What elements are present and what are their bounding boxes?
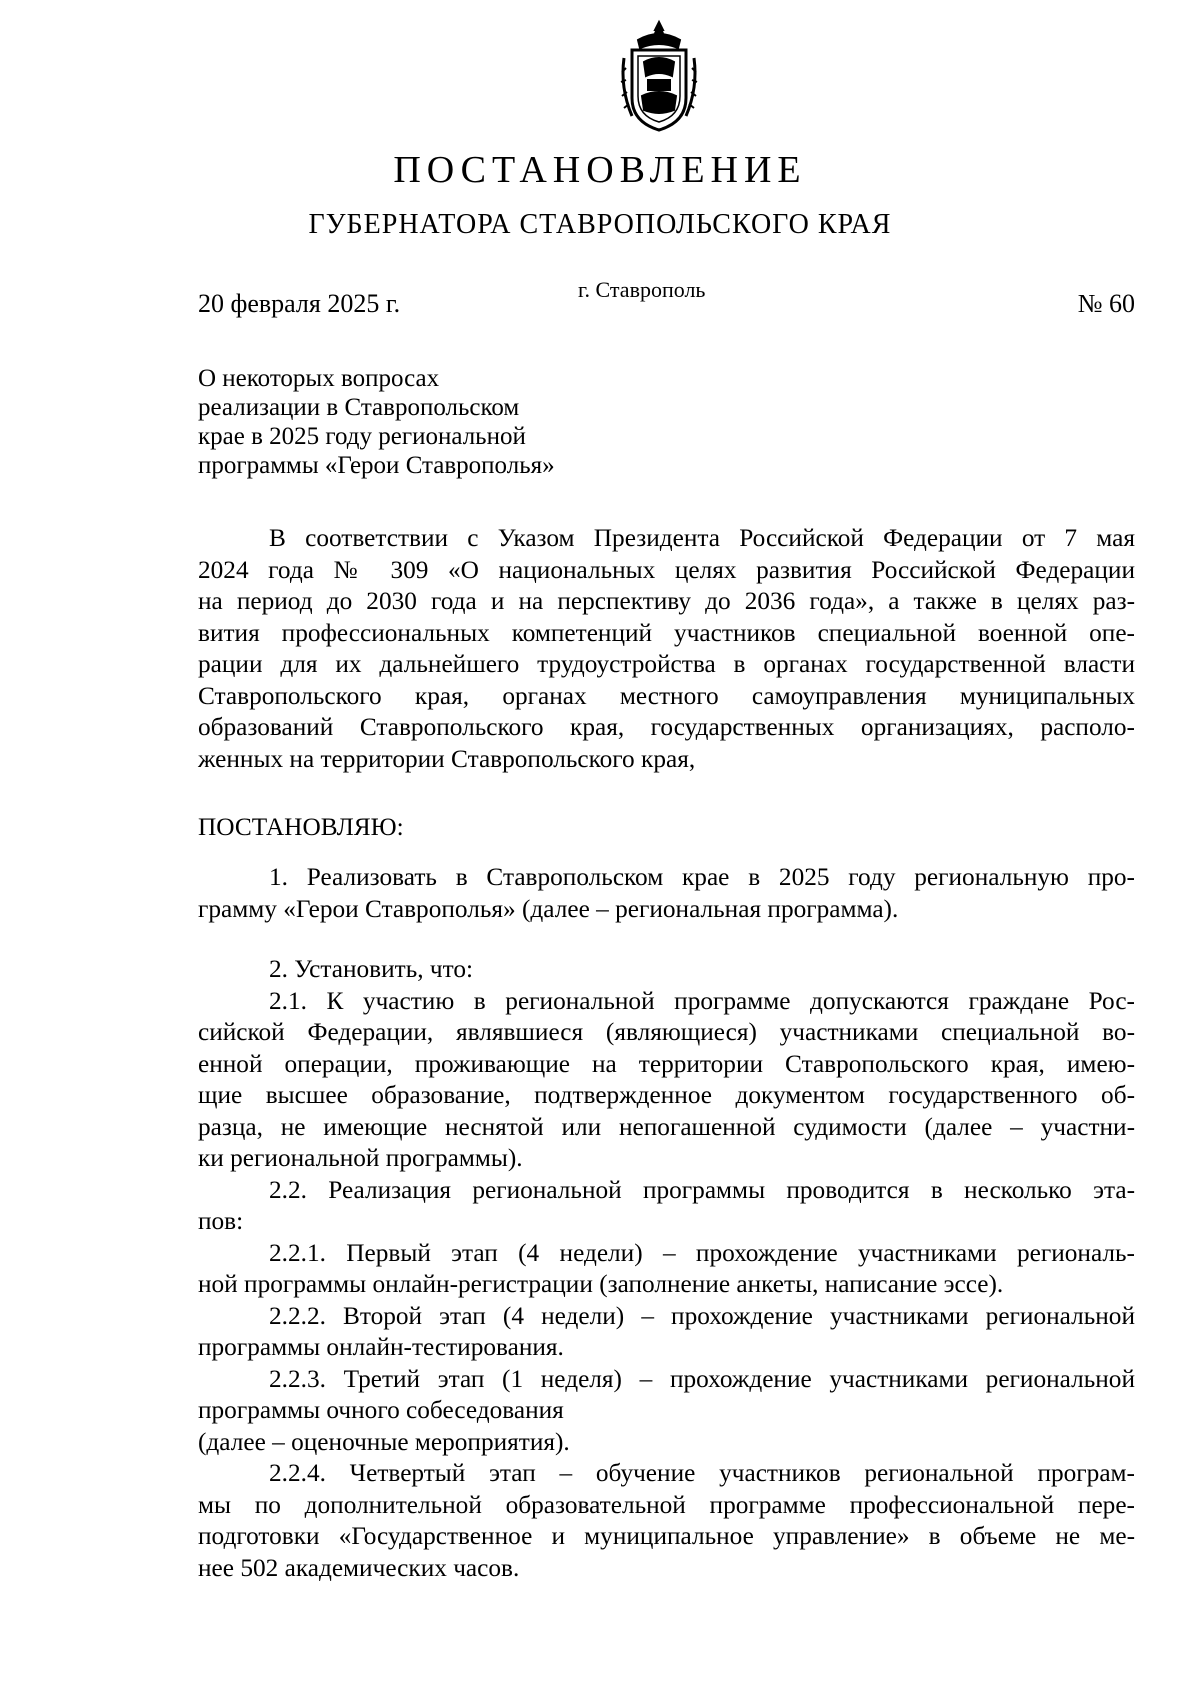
document-date: 20 февраля 2025 г. — [198, 289, 401, 318]
preamble-line: на период до 2030 года и на перспективу до 2036 года», а также в целях раз- — [198, 587, 1135, 615]
decree-line: ПОСТАНОВЛЯЮ: — [198, 813, 404, 841]
preamble-line: образований Ставропольского края, государственных организациях, располо- — [198, 713, 1135, 741]
item-line: сийской Федерации, являвшиеся (являющиеся) участниками специальной во- — [198, 1018, 1135, 1046]
preamble-line: рации для их дальнейшего трудоустройства в органах государственной власти — [198, 650, 1135, 678]
item-line: енной операции, проживающие на территории Ставропольского края, имею- — [198, 1049, 1135, 1078]
item-line: грамму «Герои Ставрополья» (далее – региональная программа). — [198, 894, 899, 923]
subject-line: реализации в Ставропольском — [198, 394, 520, 421]
preamble-line: женных на территории Ставропольского края, — [198, 744, 696, 773]
item-line: 2.2.4. Четвертый этап – обучение участников региональной програм- — [269, 1459, 1135, 1487]
item-line: мы по дополнительной образовательной программе профессиональной пере- — [198, 1490, 1135, 1519]
item-line: подготовки «Государственное и муниципальное управление» в объеме не ме- — [198, 1522, 1135, 1550]
item-line: 2.2.3. Третий этап (1 неделя) – прохождение участниками региональной — [269, 1364, 1135, 1393]
subject-line: программы «Герои Ставрополья» — [198, 452, 555, 479]
item-line: 2.1. К участию в региональной программе допускаются граждане Рос- — [269, 986, 1135, 1015]
item-line: (далее – оценочные мероприятия). — [198, 1427, 570, 1456]
document-number: № 60 — [1077, 289, 1135, 318]
decree-word — [198, 812, 1135, 844]
preamble-line: 2024 года № 309 «О национальных целях развития Российской Федерации — [198, 555, 1135, 584]
document-subject — [198, 364, 658, 480]
preamble-line: вития профессиональных компетенций участников специальной военной опе- — [198, 618, 1135, 647]
preamble-line: В соответствии с Указом Президента Российской Федерации от 7 мая — [269, 524, 1135, 552]
document-title: ПОСТАНОВЛЕНИЕ — [393, 149, 807, 191]
preamble-paragraph — [198, 523, 1135, 775]
stavropol-coat-of-arms-icon — [618, 18, 700, 136]
item-line: программы очного собеседования — [198, 1396, 564, 1424]
item-line: щие высшее образование, подтвержденное документом государственного об- — [198, 1081, 1135, 1109]
item-1-paragraph — [198, 862, 1135, 925]
item-line: 2.2.1. Первый этап (4 недели) – прохождение участниками региональ- — [269, 1238, 1135, 1267]
item-line: 2.2. Реализация региональной программы проводится в несколько эта- — [269, 1175, 1135, 1204]
issuer-title: ГУБЕРНАТОРА СТАВРОПОЛЬСКОГО КРАЯ — [308, 209, 892, 240]
preamble-line: Ставропольского края, органах местного самоуправления муниципальных — [198, 681, 1135, 710]
item-2-section — [198, 954, 1135, 1584]
item-line: ной программы онлайн-регистрации (заполнение анкеты, написание эссе). — [198, 1270, 1004, 1298]
item-line: 2.2.2. Второй этап (4 недели) – прохождение участниками региональной — [269, 1301, 1135, 1330]
item-line: нее 502 академических часов. — [198, 1553, 520, 1582]
subject-line: О некоторых вопросах — [198, 365, 440, 392]
item-line: пов: — [198, 1207, 244, 1235]
item-line: разца, не имеющие неснятой или непогашенной судимости (далее – участни- — [198, 1112, 1135, 1141]
subject-line: крае в 2025 году региональной — [198, 423, 526, 450]
item-line: 1. Реализовать в Ставропольском крае в 2025 году региональную про- — [269, 863, 1135, 891]
item-line: ки региональной программы). — [198, 1144, 523, 1172]
document-city: г. Ставрополь — [578, 277, 706, 302]
item-line: программы онлайн-тестирования. — [198, 1333, 564, 1361]
item-line: 2. Установить, что: — [269, 955, 474, 983]
